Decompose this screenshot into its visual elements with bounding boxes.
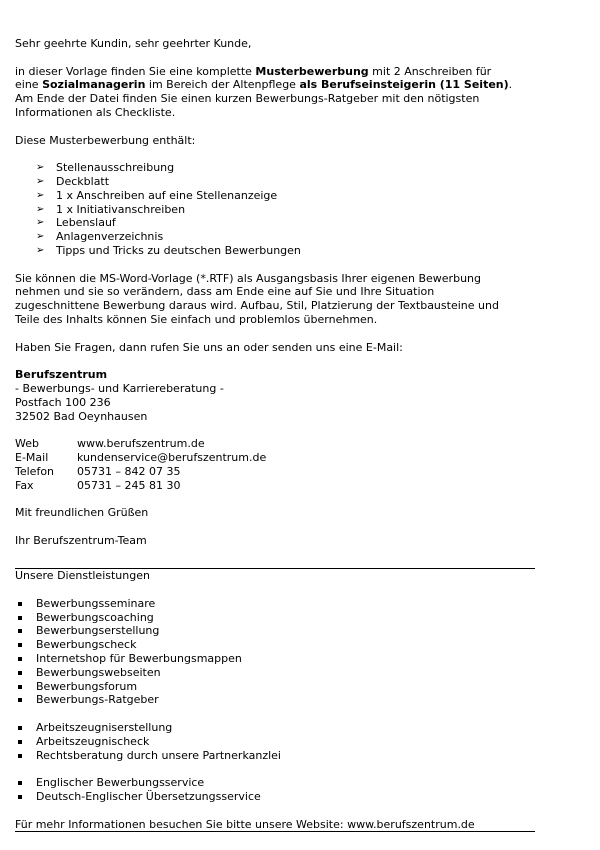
arrow-bullet-icon: ➢: [36, 189, 45, 201]
arrow-bullet-icon: ➢: [36, 203, 45, 215]
list-item: [15, 693, 535, 707]
intro-bold-level: als Berufseinsteigerin (11 Seiten): [299, 78, 509, 92]
company-city: 32502 Bad Oeynhausen: [15, 409, 148, 423]
list-item-label: Bewerbungscoaching: [36, 610, 154, 624]
arrow-bullet-icon: ➢: [36, 231, 45, 243]
list-item: [15, 749, 535, 763]
list-item: [15, 735, 535, 749]
arrow-bullet-icon: ➢: [36, 175, 45, 187]
list-item: [15, 680, 535, 694]
company-tagline: - Bewerbungs- und Karriereberatung -: [15, 381, 224, 395]
list-item: [15, 216, 535, 230]
list-item-label: Bewerbungserstellung: [36, 624, 160, 638]
closing: Mit freundlichen Grüßen: [15, 506, 149, 520]
divider: [15, 831, 535, 832]
list-item-label: Bewerbungswebseiten: [36, 665, 161, 679]
usage-line: Sie können die MS-Word-Vorlage (*.RTF) als Ausgangsbasis Ihrer eigenen Bewerbung: [15, 271, 481, 285]
usage-line: Teile des Inhalts können Sie einfach und problemlos übernehmen.: [15, 312, 378, 326]
intro-text: im Bereich der Altenpflege: [145, 78, 300, 92]
list-item-label: Bewerbungsseminare: [36, 596, 156, 610]
square-bullet-icon: [18, 643, 22, 647]
services-list-2: [15, 721, 535, 762]
arrow-bullet-icon: ➢: [36, 244, 45, 256]
list-item: [15, 652, 535, 666]
list-item-label: Lebenslauf: [56, 216, 116, 230]
company-address: [15, 368, 535, 423]
intro-text: mit 2 Anschreiben für: [368, 64, 492, 78]
services-list-3: [15, 776, 535, 804]
list-item: [15, 161, 535, 175]
list-item-label: Bewerbungscheck: [36, 638, 137, 652]
list-item-label: Tipps und Tricks zu deutschen Bewerbungen: [56, 243, 301, 257]
list-item-label: Arbeitszeugnischeck: [36, 734, 150, 748]
list-item: [15, 624, 535, 638]
intro-bold-job: Sozialmanagerin: [42, 78, 146, 92]
intro-text: .: [508, 78, 513, 92]
square-bullet-icon: [18, 754, 22, 758]
list-item: [15, 189, 535, 203]
company-name: Berufszentrum: [15, 368, 108, 382]
list-item: [15, 175, 535, 189]
contents-heading: Diese Musterbewerbung enthält:: [15, 133, 196, 147]
document-page: [15, 37, 535, 832]
contact-key: Fax: [15, 478, 34, 492]
intro-bold-musterbewerbung: Musterbewerbung: [255, 64, 369, 78]
services-heading: Unsere Dienstleistungen: [15, 569, 150, 583]
contents-list: [15, 161, 535, 258]
list-item-label: 1 x Initiativanschreiben: [56, 202, 186, 216]
website-link[interactable]: www.berufszentrum.de: [77, 437, 205, 451]
footer-text: Für mehr Informationen besuchen Sie bitte unsere Website: www.berufszentrum.de: [15, 817, 475, 831]
list-item-label: 1 x Anschreiben auf eine Stellenanzeige: [56, 188, 278, 202]
email-link[interactable]: kundenservice@berufszentrum.de: [77, 450, 267, 464]
square-bullet-icon: [18, 616, 22, 620]
square-bullet-icon: [18, 795, 22, 799]
square-bullet-icon: [18, 698, 22, 702]
list-item-label: Bewerbungsforum: [36, 679, 138, 693]
square-bullet-icon: [18, 781, 22, 785]
intro-text: in dieser Vorlage finden Sie eine komplette: [15, 64, 256, 78]
list-item-label: Internetshop für Bewerbungsmappen: [36, 652, 242, 666]
list-item-label: Bewerbungs-Ratgeber: [36, 693, 159, 707]
intro-line-3: Am Ende der Datei finden Sie einen kurzen Bewerbungs-Ratgeber mit den nötigsten: [15, 92, 480, 106]
intro-text: eine: [15, 78, 43, 92]
square-bullet-icon: [18, 629, 22, 633]
intro-line-4: Informationen als Checkliste.: [15, 105, 176, 119]
services-list-1: [15, 597, 535, 707]
list-item-label: Anlagenverzeichnis: [56, 230, 164, 244]
list-item-label: Deckblatt: [56, 174, 110, 188]
square-bullet-icon: [18, 685, 22, 689]
usage-line: zugeschnittene Bewerbung daraus wird. Aufbau, Stil, Platzierung der Textbausteine und: [15, 299, 499, 313]
contact-row-email: [15, 451, 535, 465]
list-item-label: Stellenausschreibung: [56, 161, 175, 175]
contact-row-phone: [15, 465, 535, 479]
list-item: [15, 230, 535, 244]
list-item: [15, 666, 535, 680]
square-bullet-icon: [18, 671, 22, 675]
list-item: [15, 721, 535, 735]
square-bullet-icon: [18, 740, 22, 744]
list-item: [15, 790, 535, 804]
arrow-bullet-icon: ➢: [36, 162, 45, 174]
list-item: [15, 611, 535, 625]
list-item: [15, 597, 535, 611]
list-item: [15, 776, 535, 790]
list-item-label: Deutsch-Englischer Übersetzungsservice: [36, 790, 261, 804]
phone-number: 05731 – 842 07 35: [77, 464, 181, 478]
arrow-bullet-icon: ➢: [36, 217, 45, 229]
signature: Ihr Berufszentrum-Team: [15, 533, 147, 547]
square-bullet-icon: [18, 726, 22, 730]
fax-number: 05731 – 245 81 30: [77, 478, 181, 492]
list-item: [15, 638, 535, 652]
intro-line-1: [15, 65, 535, 79]
contact-key: Telefon: [15, 464, 55, 478]
greeting: Sehr geehrte Kundin, sehr geehrter Kunde,: [15, 37, 252, 50]
list-item-label: Rechtsberatung durch unsere Partnerkanzlei: [36, 748, 281, 762]
list-item: [15, 203, 535, 217]
contact-table: [15, 437, 535, 492]
questions-text: Haben Sie Fragen, dann rufen Sie uns an oder senden uns eine E-Mail:: [15, 340, 403, 354]
list-item-label: Englischer Bewerbungsservice: [36, 776, 205, 790]
contact-row-fax: [15, 479, 535, 493]
company-street: Postfach 100 236: [15, 395, 111, 409]
list-item: [15, 244, 535, 258]
usage-line: nehmen und sie so verändern, dass am Ende eine auf Sie und Ihre Situation: [15, 285, 435, 299]
contact-row-web: [15, 437, 535, 451]
intro-paragraph: [15, 65, 535, 120]
intro-line-2: [15, 78, 535, 92]
square-bullet-icon: [18, 657, 22, 661]
contact-key: E-Mail: [15, 450, 49, 464]
square-bullet-icon: [18, 602, 22, 606]
contact-key: Web: [15, 437, 39, 451]
list-item-label: Arbeitszeugniserstellung: [36, 721, 173, 735]
usage-paragraph: [15, 272, 535, 327]
